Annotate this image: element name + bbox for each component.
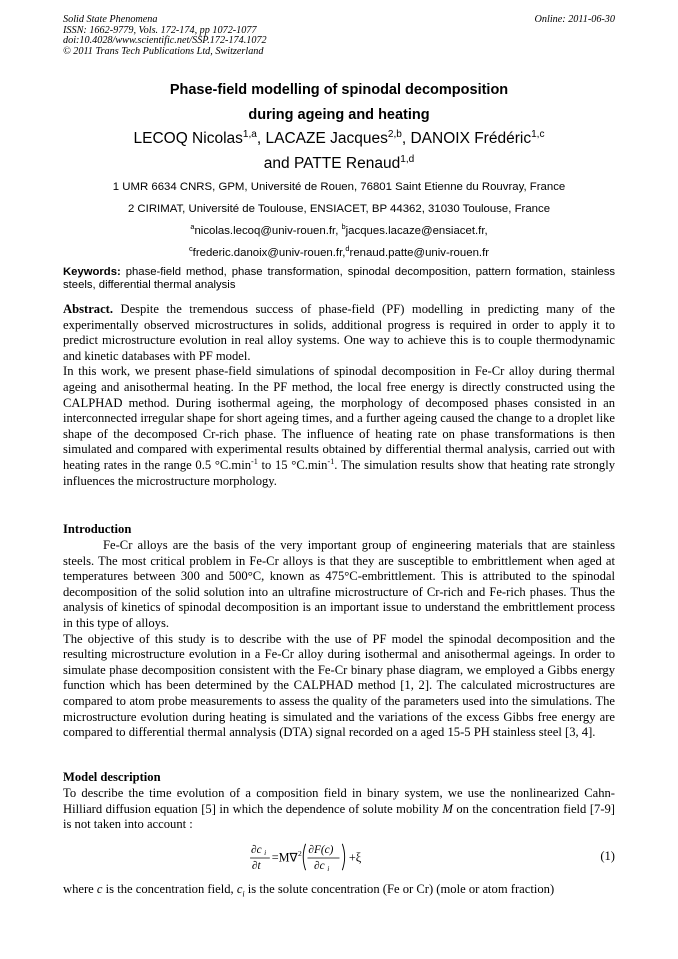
svg-text:∂F(c): ∂F(c) — [308, 844, 334, 857]
online-date: Online: 2011-06-30 — [534, 14, 615, 25]
author-list — [0, 130, 678, 148]
unit-sup: -1 — [327, 456, 335, 466]
email-address: renaud.patte@univ-rouen.fr — [349, 247, 490, 259]
author-affil-sup: 1,a — [242, 128, 257, 140]
svg-text:+ξ: +ξ — [348, 850, 362, 865]
author-name: PATTE Renaud — [293, 155, 401, 172]
model-body-2 — [63, 882, 615, 902]
keywords-label: Keywords: — [63, 266, 121, 278]
email-address: nicolas.lecoq@univ-rouen.fr, — [194, 225, 342, 237]
author-affil-sup: 1,c — [531, 128, 545, 140]
model-body — [63, 786, 615, 833]
abstract-text: . The simulation results show that heating rate strongly influences the microstructure morphology. — [63, 457, 616, 488]
symbol-M: M — [442, 801, 453, 816]
author-affil-sup: 1,d — [400, 153, 415, 165]
email-line-1 — [0, 222, 678, 237]
email-address: jacques.lacaze@ensiacet.fr, — [345, 225, 488, 237]
svg-text:i: i — [327, 864, 330, 873]
model-text: on the concentration field [7-9] is not taken into account : — [63, 801, 616, 832]
email-sup: a — [190, 222, 195, 232]
journal-name: Solid State Phenomena — [63, 14, 158, 25]
svg-text:∂c: ∂c — [251, 844, 262, 857]
author-name: LACAZE Jacques — [265, 130, 388, 147]
journal-doi: doi:10.4028/www.scientific.net/SSP.172-174.1072 — [63, 35, 267, 47]
author-name: LECOQ Nicolas — [133, 130, 243, 147]
cahn-hilliard-equation — [245, 841, 385, 873]
abstract-label: Abstract. — [63, 302, 114, 316]
author-prefix: and — [263, 155, 294, 172]
model-text: where — [63, 882, 97, 896]
journal-copyright: © 2011 Trans Tech Publications Ltd, Switzerland — [63, 45, 264, 57]
author-name: DANOIX Frédéric — [410, 130, 532, 147]
svg-text:=M∇: =M∇ — [271, 850, 298, 865]
author-separator: , — [256, 130, 266, 147]
svg-text:2: 2 — [298, 849, 302, 859]
symbol-ci-sub: i — [242, 889, 245, 899]
abstract-paragraph-1 — [63, 302, 615, 364]
abstract-paragraph-2 — [63, 364, 615, 489]
abstract — [63, 302, 615, 489]
equation-number: (1) — [600, 849, 615, 863]
svg-text:i: i — [264, 848, 267, 858]
unit-sup: -1 — [251, 456, 258, 466]
email-address: frederic.danoix@univ-rouen.fr, — [192, 247, 346, 259]
email-sup: b — [341, 222, 346, 232]
svg-text:∂c: ∂c — [314, 860, 325, 873]
symbol-ci: c — [236, 882, 243, 896]
author-list-line-2 — [0, 155, 678, 173]
abstract-text: In this work, we present phase-field simulations of spinodal decomposition in Fe-Cr alloy during thermal ageing and anisothermal heating. In the PF method, the local free energy is directly constructed using the CALPHAD method. During isothermal ageing, the morphology of decomposed phases consisted in an interconnected irregular shape for short ageing times, and a further ageing caused the change to a droplet like shape of the decomposed Cr-rich phase. The influence of heating rate on phase transformations is then simulated and compared with experimental results obtained by differential thermal analysis, carried out with heating rates in the range 0.5 °C.min — [63, 364, 615, 472]
journal-header — [63, 15, 267, 57]
paper-title-line-2: during ageing and heating — [248, 107, 430, 123]
email-sup: c — [188, 244, 193, 254]
paper-title-line-1: Phase-field modelling of spinodal decomposition — [169, 82, 509, 98]
model-heading: Model description — [63, 770, 161, 784]
introduction-paragraph-2: The objective of this study is to describe with the use of PF model the spinodal decomposition and the resulting microstructure evolution in a Fe-Cr alloy during isothermal and anisothermal ageings. In order to simulate phase decomposition consistent with the Fe-Cr binary phase diagram, we employed a Gibbs energy function which has been determined by the CALPHAD method [1, 2]. The calculated microstructures are compared to atom probe measurements to assess the quality of the parameters used into the simulations. The microstructure evolution during heating is simulated and the variations of the excess Gibbs free energy are compared to differential thermal annalysis (DTA) signal recorded on a aged 15-5 PH stainless steel [3, 4]. — [63, 631, 615, 740]
email-line-2 — [0, 244, 678, 259]
introduction-heading: Introduction — [63, 522, 132, 536]
model-text: is the concentration field, — [102, 882, 237, 896]
model-text: To describe the time evolution of a composition field in binary system, we use the nonlinearized Cahn-Hilliard diffusion equation [5] in which the dependence of solute mobility — [63, 786, 615, 816]
author-separator: , — [401, 130, 411, 147]
keywords-text: phase-field method, phase transformation, spinodal decomposition, pattern formation, stainless steels, differential thermal analysis — [63, 266, 615, 291]
symbol-c: c — [96, 882, 103, 896]
journal-issn: ISSN: 1662-9779, Vols. 172-174, pp 1072-1077 — [63, 24, 257, 36]
author-affil-sup: 2,b — [387, 128, 402, 140]
model-paragraph-2 — [63, 882, 615, 902]
keywords — [63, 266, 615, 292]
affiliation-2: 2 CIRIMAT, Université de Toulouse, ENSIACET, BP 44362, 31030 Toulouse, France — [127, 203, 551, 215]
model-text: is the solute concentration (Fe or Cr) (mole or atom fraction) — [244, 882, 555, 896]
introduction-paragraph-1: Fe-Cr alloys are the basis of the very important group of engineering materials that are stainless steels. The most critical problem in Fe-Cr alloys is that they are susceptible to embrittlement when aged at temperatures between 300 and 500°C, known as 475°C-embrittlement. This is attributed to the spinodal decomposition of the solid solution into an ultrafine microstructure of Cr-rich and Fe-rich phases. Thus the analysis of kinetics of spinodal decomposition is an important issue to understand the embrittlement process in this type of alloys. — [63, 538, 615, 630]
affiliation-1: 1 UMR 6634 CNRS, GPM, Université de Rouen, 76801 Saint Etienne du Rouvray, France — [112, 181, 566, 193]
svg-text:∂t: ∂t — [251, 860, 261, 873]
introduction-body — [63, 538, 615, 741]
abstract-text: Despite the tremendous success of phase-field (PF) modelling in predicting many of the experimentally observed microstructures in solids, additional progress is required in order to apply it to predict microstructure evolution in real alloy systems. One way to achieve this is to couple thermodynamic and kinetic databases with PF model. — [63, 302, 615, 363]
email-sup: d — [345, 244, 350, 254]
abstract-text: to 15 °C.min — [257, 457, 328, 472]
model-paragraph-1 — [63, 786, 615, 833]
